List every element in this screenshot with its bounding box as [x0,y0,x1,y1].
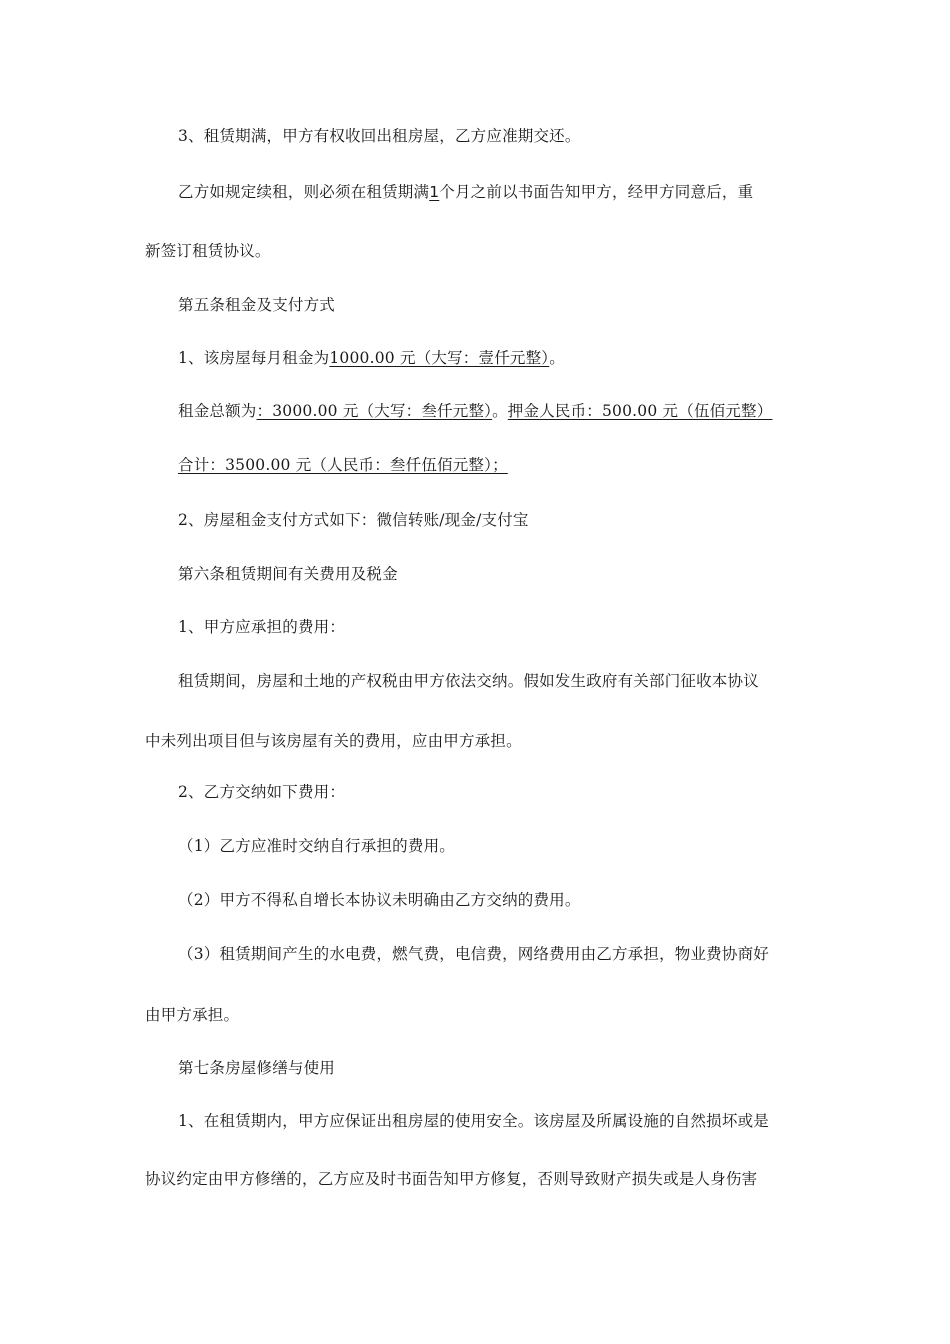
party-b-fees-item-3-line-2: 由甲方承担。 [145,1006,240,1024]
monthly-rent-end: 。 [549,349,565,367]
clause-7-heading: 第七条房屋修缮与使用 [178,1059,336,1077]
grand-total-line: 合计：3500.00 元（人民币：叁仟伍佰元整）； [178,456,508,474]
payment-method-line: 2、房屋租金支付方式如下：微信转账/现金/支付宝 [178,511,529,529]
renewal-paragraph-line-1 [178,182,753,202]
monthly-rent-line [178,348,565,368]
party-b-fees-item-2: （2）甲方不得私自增长本协议未明确由乙方交纳的费用。 [178,891,581,909]
renewal-text-a: 乙方如规定续租，则必须在租赁期满 [178,183,430,201]
deposit-value: 押金人民币：500.00 元（伍佰元整） [507,402,773,420]
total-rent-label: 租金总额为 [178,402,257,420]
monthly-rent-value: 1000.00 元（大写：壹仟元整） [329,349,550,367]
total-rent-deposit-line [178,401,772,421]
party-b-fees-item-1: （1）乙方应准时交纳自行承担的费用。 [178,837,455,855]
renewal-text-b: 个月之前以书面告知甲方，经甲方同意后，重 [439,183,754,201]
party-b-fees-heading: 2、乙方交纳如下费用： [178,783,346,801]
renewal-paragraph-line-2: 新签订租赁协议。 [145,242,271,260]
clause-6-heading: 第六条租赁期间有关费用及税金 [178,565,398,583]
clause-5-heading: 第五条租金及支付方式 [178,296,336,314]
total-rent-sep: 。 [492,402,508,420]
party-a-fees-line-2: 中未列出项目但与该房屋有关的费用，应由甲方承担。 [145,732,522,750]
party-a-fees-line-1: 租赁期间，房屋和土地的产权税由甲方依法交纳。假如发生政府有关部门征收本协议 [178,672,759,690]
renewal-months-value: 1 [429,183,440,201]
clause-4-item-3: 3、租赁期满，甲方有权收回出租房屋，乙方应准期交还。 [178,127,581,145]
party-b-fees-item-3-line-1: （3）租赁期间产生的水电费，燃气费，电信费，网络费用由乙方承担，物业费协商好 [178,945,769,963]
monthly-rent-label: 1、该房屋每月租金为 [178,349,330,367]
repair-paragraph-line-2: 协议约定由甲方修缮的，乙方应及时书面告知甲方修复，否则导致财产损失或是人身伤害 [145,1170,758,1188]
repair-paragraph-line-1: 1、在租赁期内，甲方应保证出租房屋的使用安全。该房屋及所属设施的自然损坏或是 [178,1112,769,1130]
party-a-fees-heading: 1、甲方应承担的费用： [178,618,346,636]
total-rent-value: ：3000.00 元（大写：叁仟元整） [256,402,493,420]
